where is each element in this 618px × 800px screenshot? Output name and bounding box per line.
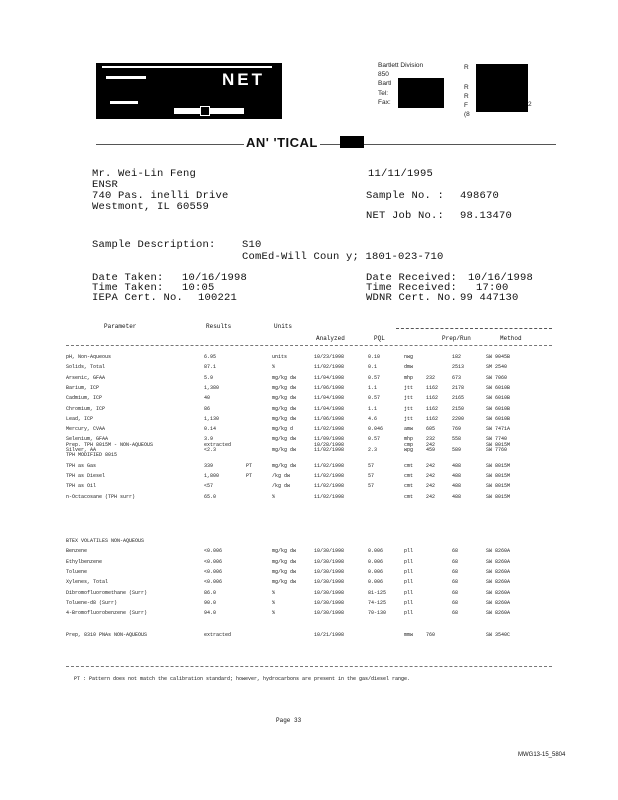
pql-cell: 70-130 <box>368 610 387 617</box>
time-received-label: Time Received: <box>366 282 458 294</box>
wdnr-value: 99 447130 <box>460 292 519 304</box>
analyst-cell: wpg <box>404 446 414 453</box>
pql-cell: 0.57 <box>368 374 381 381</box>
table-row <box>66 579 546 588</box>
wdnr-label: WDNR Cert. No. <box>366 292 458 304</box>
analyzed-cell: 10/30/1998 <box>314 548 345 555</box>
parameter-cell: Silver, AA <box>66 446 97 453</box>
method-cell: SW 8015M <box>486 462 511 469</box>
units-cell: mg/kg d <box>272 426 294 433</box>
method-cell: SW 8260A <box>486 558 511 565</box>
prep-cell: 605 <box>426 426 436 433</box>
parameter-cell: Selenium, GFAA <box>66 436 109 443</box>
units-cell: % <box>272 589 276 596</box>
method-cell: SW 6010B <box>486 405 511 412</box>
table-row <box>66 600 546 609</box>
qualifier-cell: PT <box>246 472 253 479</box>
addr-line-1: R <box>464 64 469 71</box>
result-cell: 1,800 <box>204 472 220 479</box>
run-cell: 2513 <box>452 364 465 371</box>
header-method: Method <box>500 335 522 342</box>
run-cell: 488 <box>452 462 462 469</box>
table-row <box>66 406 546 415</box>
analyzed-cell: 10/30/1998 <box>314 558 345 565</box>
analyzed-cell: 11/02/1998 <box>314 364 345 371</box>
table-row <box>66 385 546 394</box>
header-prep-run: Prep/Run <box>442 335 471 342</box>
table-row <box>66 452 546 461</box>
units-cell: % <box>272 599 276 606</box>
units-cell: mg/kg dw <box>272 446 297 453</box>
method-cell: SW 8260A <box>486 548 511 555</box>
run-cell: 182 <box>452 354 462 360</box>
method-cell: SW 6010B <box>486 395 511 402</box>
run-cell: 68 <box>452 548 459 555</box>
analyzed-cell: 11/02/1998 <box>314 472 345 479</box>
addr-line-2: R <box>464 84 469 91</box>
time-taken-label: Time Taken: <box>92 282 164 294</box>
pql-cell: 0.57 <box>368 436 381 443</box>
parameter-cell: 4-Bromofluorobenzene (Surr) <box>66 610 148 617</box>
analyst-cell: cmt <box>404 493 414 500</box>
footnote: PT : Pattern does not match the calibration standard; however, hydrocarbons are present in the gas/diesel range. <box>74 676 411 682</box>
header-pql: PQL <box>374 335 385 342</box>
method-cell: SW 6010B <box>486 415 511 422</box>
units-cell: mg/kg dw <box>272 405 297 412</box>
pql-cell: 2.3 <box>368 446 378 453</box>
sample-description-id: S10 <box>242 239 262 251</box>
analyst-cell: cmt <box>404 462 414 469</box>
prep-cell: 232 <box>426 374 436 381</box>
run-cell: 769 <box>452 426 462 433</box>
sample-no-value: 498670 <box>460 190 500 202</box>
table-row <box>66 426 546 435</box>
parameter-cell: n-Octacosane (TPH surr) <box>66 493 136 500</box>
parameter-cell: Barium, ICP <box>66 384 100 391</box>
run-cell: 2150 <box>452 405 465 412</box>
pql-cell: 0.57 <box>368 395 381 402</box>
units-cell: % <box>272 493 276 500</box>
result-cell: 3.9 <box>204 436 214 443</box>
units-cell: mg/kg dw <box>272 548 297 555</box>
table-row <box>66 416 546 425</box>
time-received-value: 17:00 <box>476 282 509 294</box>
units-cell: mg/kg dw <box>272 579 297 586</box>
analyst-cell: jtt <box>404 395 414 402</box>
pql-cell: 1.1 <box>368 384 378 391</box>
analyzed-cell: 11/04/1998 <box>314 374 345 381</box>
result-cell: <0.006 <box>204 548 223 555</box>
analyzed-cell: 11/02/1998 <box>314 483 345 490</box>
analyzed-cell: 10/30/1998 <box>314 610 345 617</box>
table-row <box>66 354 546 363</box>
pql-cell: 0.006 <box>368 579 384 586</box>
redaction-block <box>398 78 444 108</box>
result-cell: 90.0 <box>204 599 217 606</box>
units-cell: mg/kg dw <box>272 395 297 402</box>
parameter-cell: Ethylbenzene <box>66 558 103 565</box>
addr-line-4: F <box>464 102 468 109</box>
units-cell: units <box>272 354 288 360</box>
prep-cell: 1162 <box>426 395 439 402</box>
result-cell: 6.95 <box>204 354 217 360</box>
table-row <box>66 395 546 404</box>
prep-cell: 760 <box>426 632 436 638</box>
analyst-cell: pll <box>404 610 414 617</box>
result-cell: 0.14 <box>204 426 217 433</box>
run-cell: 558 <box>452 436 462 443</box>
pql-cell: 57 <box>368 483 375 490</box>
prep-cell: 242 <box>426 462 436 469</box>
analyzed-cell: 10/23/1998 <box>314 354 345 360</box>
method-cell: SW 7740 <box>486 436 508 443</box>
run-cell: 2200 <box>452 415 465 422</box>
parameter-cell: Solids, Total <box>66 364 106 371</box>
result-cell: extracted <box>204 442 232 448</box>
run-cell: 68 <box>452 579 459 586</box>
fax-label: Fax: <box>378 99 391 106</box>
date-taken-label: Date Taken: <box>92 272 164 284</box>
prep-cell: 1162 <box>426 405 439 412</box>
pql-cell: 74-125 <box>368 599 387 606</box>
analyst-cell: cmt <box>404 472 414 479</box>
logo-text: NET <box>222 70 265 89</box>
pql-cell: 57 <box>368 472 375 479</box>
parameter-cell: Lead, ICP <box>66 415 94 422</box>
addressee-company: ENSR <box>92 179 119 191</box>
analyst-cell: pll <box>404 589 414 596</box>
analyst-cell: pll <box>404 599 414 606</box>
sample-no-label: Sample No. : <box>366 190 445 202</box>
method-cell: SW 8260A <box>486 579 511 586</box>
date-received-label: Date Received: <box>366 272 458 284</box>
analyzed-cell: 10/30/1998 <box>314 579 345 586</box>
analyst-cell: mmw <box>404 632 414 638</box>
page-label: Page 33 <box>276 717 302 724</box>
addr-line-5: (8 <box>464 111 470 118</box>
analyzed-cell: 10/21/1998 <box>314 632 345 638</box>
table-row <box>66 442 546 451</box>
parameter-cell: Chromium, ICP <box>66 405 106 412</box>
method-cell: SW 8015M <box>486 472 511 479</box>
header-units: Units <box>274 323 293 330</box>
parameter-cell: Prep, 8310 PNAs NON-AQUEOUS <box>66 632 148 638</box>
pql-cell: 57 <box>368 462 375 469</box>
table-row <box>66 538 546 547</box>
table-row <box>66 569 546 578</box>
pql-cell: 1.1 <box>368 405 378 412</box>
parameter-cell: Arsenic, GFAA <box>66 374 106 381</box>
prep-cell: 242 <box>426 493 436 500</box>
analyzed-cell: 10/28/1998 <box>314 442 345 448</box>
analyst-cell: cmt <box>404 483 414 490</box>
pql-cell: 0.10 <box>368 354 381 360</box>
title-rule <box>96 144 556 145</box>
time-taken-value: 10:05 <box>182 282 215 294</box>
analyzed-cell: 11/04/1998 <box>314 395 345 402</box>
pql-cell: 81-125 <box>368 589 387 596</box>
pql-cell: 0.046 <box>368 426 384 433</box>
run-cell: 68 <box>452 568 459 575</box>
table-row <box>66 375 546 384</box>
job-no-label: NET Job No.: <box>366 210 445 222</box>
analyst-cell: mhp <box>404 374 414 381</box>
sample-description-label: Sample Description: <box>92 239 216 251</box>
method-cell: SW 7471A <box>486 426 511 433</box>
pql-cell: 0.006 <box>368 568 384 575</box>
date-received-value: 10/16/1998 <box>468 272 534 284</box>
method-cell: SW 8015M <box>486 442 511 448</box>
analyst-cell: mhp <box>404 436 414 443</box>
job-no-value: 98.13470 <box>460 210 513 222</box>
run-cell: 68 <box>452 558 459 565</box>
result-cell: 5.9 <box>204 374 214 381</box>
result-cell: 65.0 <box>204 493 217 500</box>
iepa-label: IEPA Cert. No. <box>92 292 184 304</box>
parameter-cell: Toluene <box>66 568 88 575</box>
table-row <box>66 610 546 619</box>
run-cell: 589 <box>452 446 462 453</box>
addressee-name: Mr. Wei-Lin Feng <box>92 168 197 180</box>
analyzed-cell: 11/06/1998 <box>314 384 345 391</box>
qualifier-cell: PT <box>246 462 253 469</box>
footnote-rule <box>66 666 552 667</box>
method-cell: SW 8015M <box>486 483 511 490</box>
units-cell: /kg dw <box>272 483 291 490</box>
analyzed-cell: 11/02/1998 <box>314 493 345 500</box>
analyzed-cell: 11/02/1998 <box>314 462 345 469</box>
report-title: AN' 'TICAL <box>246 135 318 150</box>
parameter-cell: TPH as Gas <box>66 462 97 469</box>
parameter-cell: TPH as Diesel <box>66 472 106 479</box>
table-row <box>66 364 546 373</box>
street-number: 850 <box>378 71 389 78</box>
table-row <box>66 548 546 557</box>
parameter-cell: BTEX VOLATILES NON-AQUEOUS <box>66 538 145 544</box>
run-cell: 68 <box>452 610 459 617</box>
units-cell: mg/kg dw <box>272 558 297 565</box>
method-cell: SW 8260A <box>486 599 511 606</box>
analyst-cell: pll <box>404 579 414 586</box>
units-cell: mg/kg dw <box>272 462 297 469</box>
pql-cell: 0.1 <box>368 364 378 371</box>
method-cell: SM 2540 <box>486 364 508 371</box>
pql-cell: 0.006 <box>368 558 384 565</box>
parameter-cell: TPH MODIFIED 8015 <box>66 452 118 459</box>
run-cell: 2178 <box>452 384 465 391</box>
method-cell: SW 3540C <box>486 632 511 638</box>
pql-cell: 0.006 <box>368 548 384 555</box>
analyzed-cell: 10/30/1998 <box>314 589 345 596</box>
method-cell: SW 7060 <box>486 374 508 381</box>
header-rule-lower <box>66 345 552 346</box>
title-redaction <box>340 136 364 148</box>
prep-cell: 1162 <box>426 415 439 422</box>
analyzed-cell: 11/02/1998 <box>314 426 345 433</box>
analyst-cell: nwg <box>404 354 414 360</box>
addr-line-3: R <box>464 93 469 100</box>
header-parameter: Parameter <box>104 323 137 330</box>
bates-number: MWG13-15_5804 <box>518 752 566 758</box>
parameter-cell: Cadmium, ICP <box>66 395 103 402</box>
prep-cell: 242 <box>426 442 436 448</box>
units-cell: /kg dw <box>272 472 291 479</box>
run-cell: 673 <box>452 374 462 381</box>
parameter-cell: Benzene <box>66 548 88 555</box>
parameter-cell: Dibromofluoromethane (Surr) <box>66 589 148 596</box>
addressee-street: 740 Pas. inelli Drive <box>92 190 229 202</box>
run-cell: 68 <box>452 599 459 606</box>
prep-cell: 242 <box>426 472 436 479</box>
prep-cell: 232 <box>426 436 436 443</box>
units-cell: mg/kg dw <box>272 384 297 391</box>
tel-label: Tel: <box>378 90 389 97</box>
table-row <box>66 559 546 568</box>
analyst-cell: dmw <box>404 364 414 371</box>
analyst-cell: jtt <box>404 384 414 391</box>
analyst-cell: pll <box>404 548 414 555</box>
header-rule <box>396 328 552 329</box>
run-cell: 488 <box>452 493 462 500</box>
result-cell: <0.006 <box>204 568 223 575</box>
parameter-cell: TPH as Oil <box>66 483 97 490</box>
addr-tail: 2 <box>528 101 532 108</box>
analyst-cell: pll <box>404 558 414 565</box>
table-row <box>66 463 546 472</box>
result-cell: <0.006 <box>204 558 223 565</box>
date-taken-value: 10/16/1998 <box>182 272 248 284</box>
analyst-cell: amw <box>404 426 414 433</box>
result-cell: extracted <box>204 632 232 638</box>
analyzed-cell: 11/04/1998 <box>314 405 345 412</box>
parameter-cell: Prep. TPH 8015M - NON-AQUEOUS <box>66 442 154 448</box>
sample-description-site: ComEd-Will Coun y; 1801-023-710 <box>242 251 444 263</box>
method-cell: SW 9045B <box>486 354 511 360</box>
result-cell: 87.1 <box>204 364 217 371</box>
table-row <box>66 473 546 482</box>
parameter-cell: Xylenes, Total <box>66 579 109 586</box>
method-cell: SW 8260A <box>486 610 511 617</box>
division-name: Bartlett Division <box>378 62 424 69</box>
method-cell: SW 8260A <box>486 568 511 575</box>
result-cell: 339 <box>204 462 214 469</box>
table-row <box>66 483 546 492</box>
units-cell: mg/kg dw <box>272 415 297 422</box>
method-cell: SW 8260A <box>486 589 511 596</box>
run-cell: 488 <box>452 472 462 479</box>
result-cell: 86.0 <box>204 589 217 596</box>
report-date: 11/11/1995 <box>368 168 434 180</box>
method-cell: SW 8015M <box>486 493 511 500</box>
city-fragment: Bartl <box>378 80 392 87</box>
run-cell: 2165 <box>452 395 465 402</box>
analyzed-cell: 10/30/1998 <box>314 568 345 575</box>
result-cell: <57 <box>204 483 214 490</box>
table-row <box>66 494 546 503</box>
units-cell: mg/kg dw <box>272 568 297 575</box>
analyzed-cell: 10/30/1998 <box>314 599 345 606</box>
header-analyzed: Analyzed <box>316 335 345 342</box>
redaction-block-right <box>476 64 528 112</box>
result-cell: 40 <box>204 395 211 402</box>
run-cell: 488 <box>452 483 462 490</box>
units-cell: mg/kg dw <box>272 436 297 443</box>
analyst-cell: jtt <box>404 415 414 422</box>
parameter-cell: Toluene-d8 (Surr) <box>66 599 118 606</box>
result-cell: 86 <box>204 405 211 412</box>
units-cell: mg/kg dw <box>272 374 297 381</box>
result-cell: <0.006 <box>204 579 223 586</box>
units-cell: % <box>272 364 276 371</box>
analyzed-cell: 11/02/1998 <box>314 446 345 453</box>
method-cell: SW 7760 <box>486 446 508 453</box>
analyst-cell: pll <box>404 568 414 575</box>
parameter-cell: Mercury, CVAA <box>66 426 106 433</box>
prep-cell: 242 <box>426 483 436 490</box>
table-row <box>66 590 546 599</box>
prep-cell: 1162 <box>426 384 439 391</box>
result-cell: 1,380 <box>204 384 220 391</box>
method-cell: SW 6010B <box>486 384 511 391</box>
analyst-cell: jtt <box>404 405 414 412</box>
run-cell: 68 <box>452 589 459 596</box>
result-cell: <2.3 <box>204 446 217 453</box>
result-cell: 94.0 <box>204 610 217 617</box>
analyzed-cell: 11/06/1998 <box>314 415 345 422</box>
addressee-city: Westmont, IL 60559 <box>92 201 210 213</box>
analyzed-cell: 11/09/1998 <box>314 436 345 443</box>
table-row <box>66 632 546 641</box>
parameter-cell: pH, Non-Aqueous <box>66 354 112 360</box>
units-cell: % <box>272 610 276 617</box>
result-cell: 1,130 <box>204 415 220 422</box>
pql-cell: 4.6 <box>368 415 378 422</box>
prep-cell: 459 <box>426 446 436 453</box>
header-results: Results <box>206 323 232 330</box>
iepa-value: 100221 <box>198 292 238 304</box>
analyst-cell: cmp <box>404 442 414 448</box>
